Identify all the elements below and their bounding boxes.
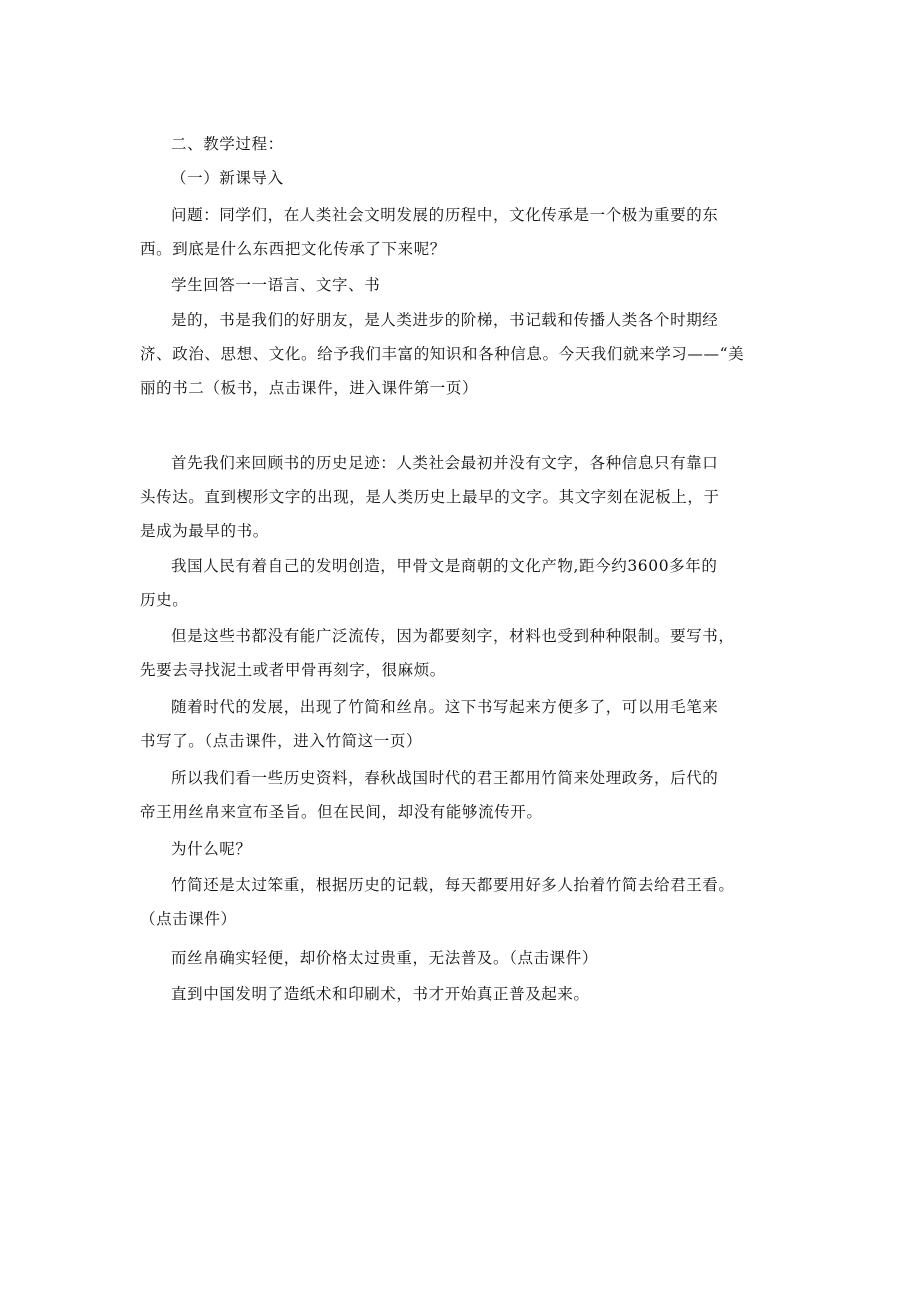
paragraph-line: （点击课件）	[140, 910, 237, 928]
paragraph-line: 我国人民有着自己的发明创造，甲骨文是商朝的文化产物,距今约3600多年的	[171, 557, 718, 575]
paragraph-line: 问题：同学们，在人类社会文明发展的历程中，文化传承是一个极为重要的东	[171, 206, 719, 224]
paragraph-historical-records	[140, 761, 776, 829]
paragraph-line: 头传达。直到楔形文字的出现，是人类历史上最早的文字。其文字刻在泥板上，于	[140, 488, 720, 506]
paragraph-line: 竹简还是太过笨重，根据历史的记载，每天都要用好多人抬着竹简去给君王看。	[171, 876, 735, 894]
paragraph-bamboo-heavy	[140, 868, 776, 936]
subsection-heading	[140, 161, 776, 195]
paragraph-paper-printing	[140, 977, 776, 1011]
paragraph-line: 历史。	[140, 591, 189, 609]
paragraph-line: 是成为最早的书。	[140, 522, 269, 540]
paragraph-line: 直到中国发明了造纸术和印刷术，书才开始真正普及起来。	[171, 985, 590, 1003]
section-heading	[140, 127, 776, 161]
paragraph-history	[140, 446, 776, 548]
paragraph-question	[140, 198, 776, 266]
paragraph-line: 学生回答一一语言、文字、书	[171, 276, 381, 294]
paragraph-line: 帝王用丝帛来宣布圣旨。但在民间，却没有能够流传开。	[140, 803, 543, 821]
paragraph-why	[140, 832, 776, 866]
paragraph-line: 随着时代的发展，出现了竹简和丝帛。这下书写起来方便多了，可以用毛笔来	[171, 698, 719, 716]
paragraph-line: 丽的书二（板书，点击课件，进入课件第一页）	[140, 379, 479, 397]
paragraph-line: 是的，书是我们的好朋友，是人类进步的阶梯，书记载和传播人类各个时期经	[171, 311, 719, 329]
paragraph-oracle-bone	[140, 549, 776, 617]
paragraph-line: 书写了。（点击课件，进入竹简这一页）	[140, 732, 423, 750]
paragraph-line: 西。到底是什么东西把文化传承了下来呢？	[140, 240, 446, 258]
paragraph-line: 但是这些书都没有能广泛流传，因为都要刻字，材料也受到种种限制。要写书，	[171, 627, 735, 645]
paragraph-silk-expensive	[140, 941, 776, 975]
paragraph-bamboo-silk	[140, 690, 776, 758]
paragraph-limitations	[140, 619, 776, 687]
paragraph-line: 所以我们看一些历史资料，春秋战国时代的君王都用竹简来处理政务，后代的	[171, 769, 719, 787]
paragraph-line: 首先我们来回顾书的历史足迹：人类社会最初并没有文字，各种信息只有靠口	[171, 454, 719, 472]
paragraph-line: 先要去寻找泥土或者甲骨再刻字，很麻烦。	[140, 661, 446, 679]
paragraph-line: 为什么呢？	[171, 840, 252, 858]
paragraph-line: 而丝帛确实轻便，却价格太过贵重，无法普及。（点击课件）	[171, 949, 598, 967]
subsection-heading-text: （一）新课导入	[171, 169, 284, 187]
paragraph-line: 济、政治、思想、文化。给予我们丰富的知识和各种信息。今天我们就来学习——“美	[140, 345, 745, 363]
section-heading-text: 二、教学过程：	[171, 135, 284, 153]
paragraph-student-answer	[140, 268, 776, 302]
paragraph-intro	[140, 303, 776, 405]
